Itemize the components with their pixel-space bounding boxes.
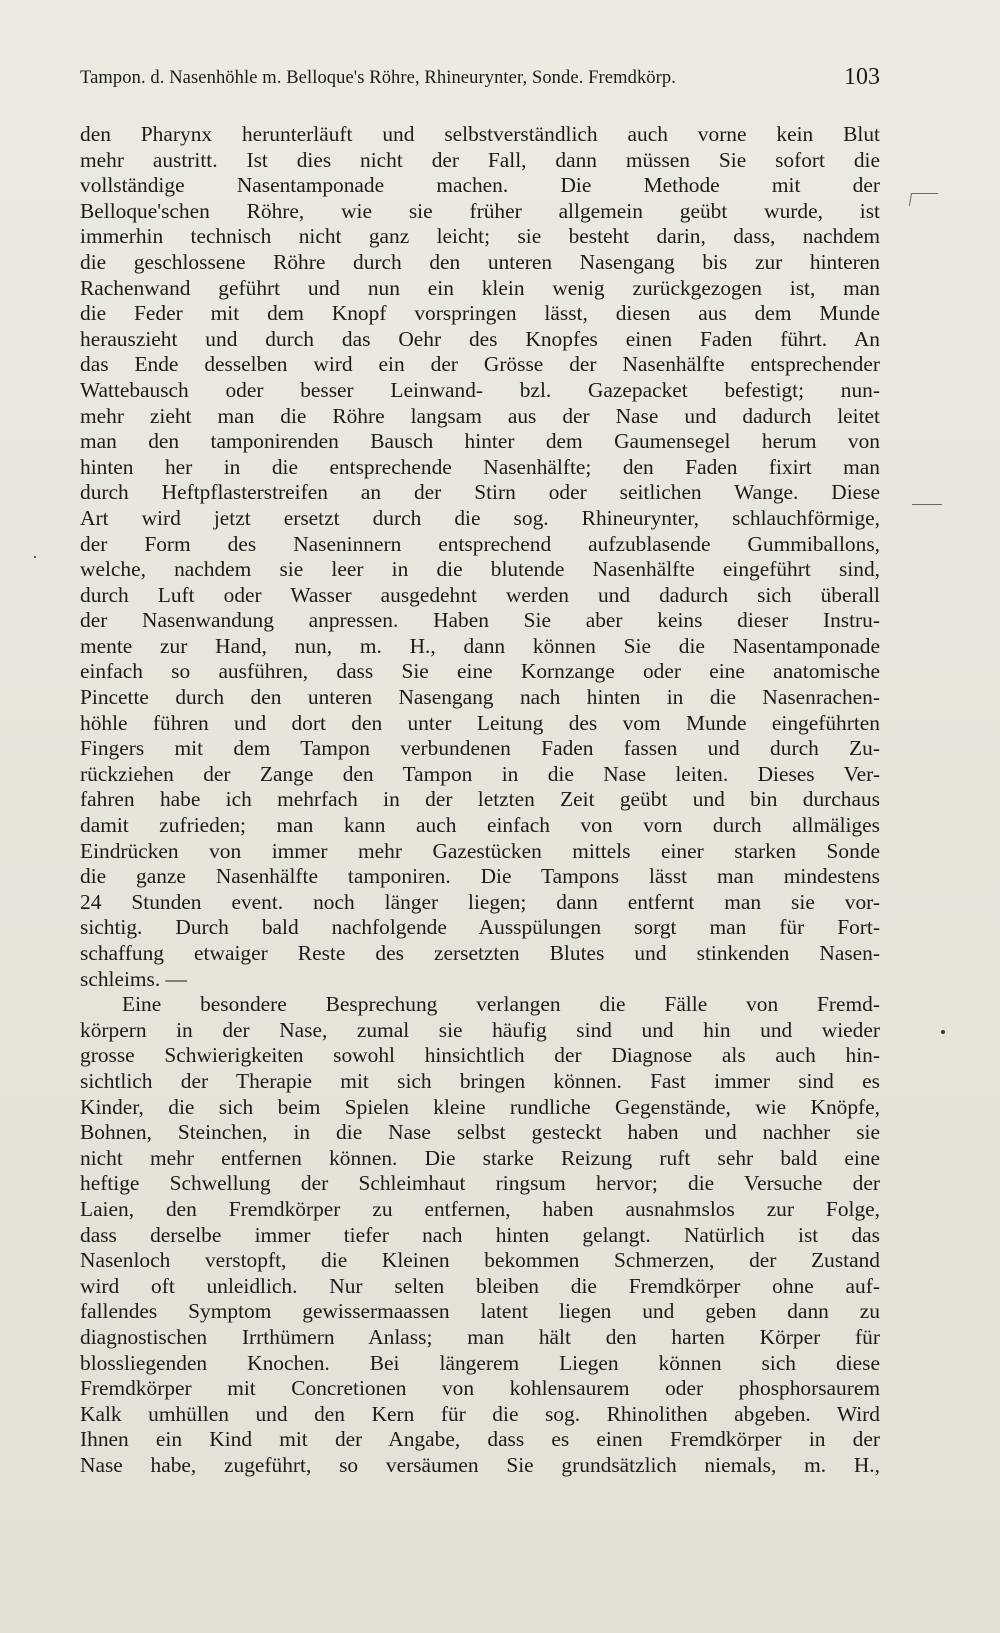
text-line: den Pharynx herunterläuft und selbstverständlich auch vorne kein Blut	[80, 122, 880, 146]
text-line: hinten her in die entsprechende Nasenhälfte; den Faden fixirt man	[80, 454, 880, 479]
text-line: schleims. —	[80, 966, 187, 991]
text-line: Art wird jetzt ersetzt durch die sog. Rhineurynter, schlauchförmige,	[80, 505, 880, 530]
text-line: fallendes Symptom gewissermaassen latent liegen und geben dann zu	[80, 1299, 880, 1324]
text-line: mehr zieht man die Röhre langsam aus der Nase und dadurch leitet	[80, 403, 880, 428]
text-line: Fingers mit dem Tampon verbundenen Faden fassen und durch Zu-	[80, 736, 880, 761]
text-line: durch Luft oder Wasser ausgedehnt werden und dadurch sich überall	[80, 582, 880, 607]
text-line: Laien, den Fremdkörper zu entfernen, haben ausnahmslos zur Folge,	[80, 1196, 880, 1221]
text-line: Kalk umhüllen und den Kern für die sog. Rhinolithen abgeben. Wird	[80, 1401, 880, 1426]
body-text	[80, 122, 880, 1478]
text-line: sichtlich der Therapie mit sich bringen können. Fast immer sind es	[80, 1068, 880, 1093]
text-line: die Feder mit dem Knopf vorspringen lässt, diesen aus dem Munde	[80, 301, 880, 326]
text-line: Kinder, die sich beim Spielen kleine rundliche Gegenstände, wie Knöpfe,	[80, 1094, 880, 1119]
text-line: die geschlossene Röhre durch den unteren Nasengang bis zur hinteren	[80, 249, 880, 274]
text-line: man den tamponirenden Bausch hinter dem Gaumensegel herum von	[80, 429, 880, 454]
running-head: Tampon. d. Nasenhöhle m. Belloque's Röhre, Rhineurynter, Sonde. Fremdkörp.	[80, 68, 676, 88]
text-line: Eindrücken von immer mehr Gazestücken mittels einer starken Sonde	[80, 838, 880, 863]
text-line: Nasenloch verstopft, die Kleinen bekommen Schmerzen, der Zustand	[80, 1248, 880, 1273]
text-line: dass derselbe immer tiefer nach hinten gelangt. Natürlich ist das	[80, 1222, 880, 1247]
text-line: Rachenwand geführt und nun ein klein wenig zurückgezogen ist, man	[80, 275, 880, 300]
text-line: höhle führen und dort den unter Leitung des vom Munde eingeführten	[80, 710, 880, 735]
margin-pencil-mark	[909, 193, 938, 206]
text-line: Bohnen, Steinchen, in die Nase selbst gesteckt haben und nachher sie	[80, 1120, 880, 1145]
text-line: die ganze Nasenhälfte tamponiren. Die Tampons lässt man mindestens	[80, 864, 880, 889]
text-line: Ihnen ein Kind mit der Angabe, dass es einen Fremdkörper in der	[80, 1427, 880, 1452]
text-line: grosse Schwierigkeiten sowohl hinsichtlich der Diagnose als auch hin-	[80, 1043, 880, 1068]
margin-dash-mark	[912, 504, 942, 505]
text-line: herauszieht und durch das Oehr des Knopfes einen Faden führt. An	[80, 326, 880, 351]
speck	[941, 1030, 945, 1034]
text-line: nicht mehr entfernen können. Die starke Reizung ruft sehr bald eine	[80, 1145, 880, 1170]
text-line: Wattebausch oder besser Leinwand- bzl. Gazepacket befestigt; nun-	[80, 377, 880, 402]
text-line: mente zur Hand, nun, m. H., dann können Sie die Nasentamponade	[80, 633, 880, 658]
text-line: Belloque'schen Röhre, wie sie früher allgemein geübt wurde, ist	[80, 198, 880, 223]
text-line: einfach so ausführen, dass Sie eine Kornzange oder eine anatomische	[80, 659, 880, 684]
text-line: rückziehen der Zange den Tampon in die Nase leiten. Dieses Ver-	[80, 761, 880, 786]
text-line: sichtig. Durch bald nachfolgende Ausspülungen sorgt man für Fort-	[80, 915, 880, 940]
text-line: immerhin technisch nicht ganz leicht; sie besteht darin, dass, nachdem	[80, 224, 880, 249]
text-line: schaffung etwaiger Reste des zersetzten Blutes und stinkenden Nasen-	[80, 941, 880, 965]
text-line: blossliegenden Knochen. Bei längerem Liegen können sich diese	[80, 1350, 880, 1375]
text-line: der Nasenwandung anpressen. Haben Sie aber keins dieser Instru-	[80, 608, 880, 633]
text-line: 24 Stunden event. noch länger liegen; dann entfernt man sie vor-	[80, 889, 880, 914]
text-line: vollständige Nasentamponade machen. Die Methode mit der	[80, 173, 880, 198]
text-line: der Form des Naseninnern entsprechend aufzublasende Gummiballons,	[80, 531, 880, 556]
text-line: welche, nachdem sie leer in die blutende Nasenhälfte eingeführt sind,	[80, 557, 880, 582]
page-header	[80, 64, 880, 100]
speck	[34, 556, 36, 558]
page-number: 103	[844, 64, 880, 90]
text-line: Pincette durch den unteren Nasengang nach hinten in die Nasenrachen-	[80, 685, 880, 710]
text-line: Nase habe, zugeführt, so versäumen Sie grundsätzlich niemals, m. H.,	[80, 1452, 880, 1477]
text-line: das Ende desselben wird ein der Grösse der Nasenhälfte entsprechender	[80, 352, 880, 377]
text-line: diagnostischen Irrthümern Anlass; man hält den harten Körper für	[80, 1324, 880, 1349]
text-line: wird oft unleidlich. Nur selten bleiben die Fremdkörper ohne auf-	[80, 1273, 880, 1298]
text-line: damit zufrieden; man kann auch einfach von vorn durch allmäliges	[80, 813, 880, 838]
text-line: mehr austritt. Ist dies nicht der Fall, dann müssen Sie sofort die	[80, 147, 880, 172]
text-line: Eine besondere Besprechung verlangen die Fälle von Fremd-	[122, 992, 880, 1017]
text-line: heftige Schwellung der Schleimhaut ringsum hervor; die Versuche der	[80, 1171, 880, 1196]
text-line: fahren habe ich mehrfach in der letzten Zeit geübt und bin durchaus	[80, 787, 880, 812]
text-line: körpern in der Nase, zumal sie häufig sind und hin und wieder	[80, 1017, 880, 1042]
text-line: Fremdkörper mit Concretionen von kohlensaurem oder phosphorsaurem	[80, 1376, 880, 1401]
text-line: durch Heftpflasterstreifen an der Stirn oder seitlichen Wange. Diese	[80, 480, 880, 505]
